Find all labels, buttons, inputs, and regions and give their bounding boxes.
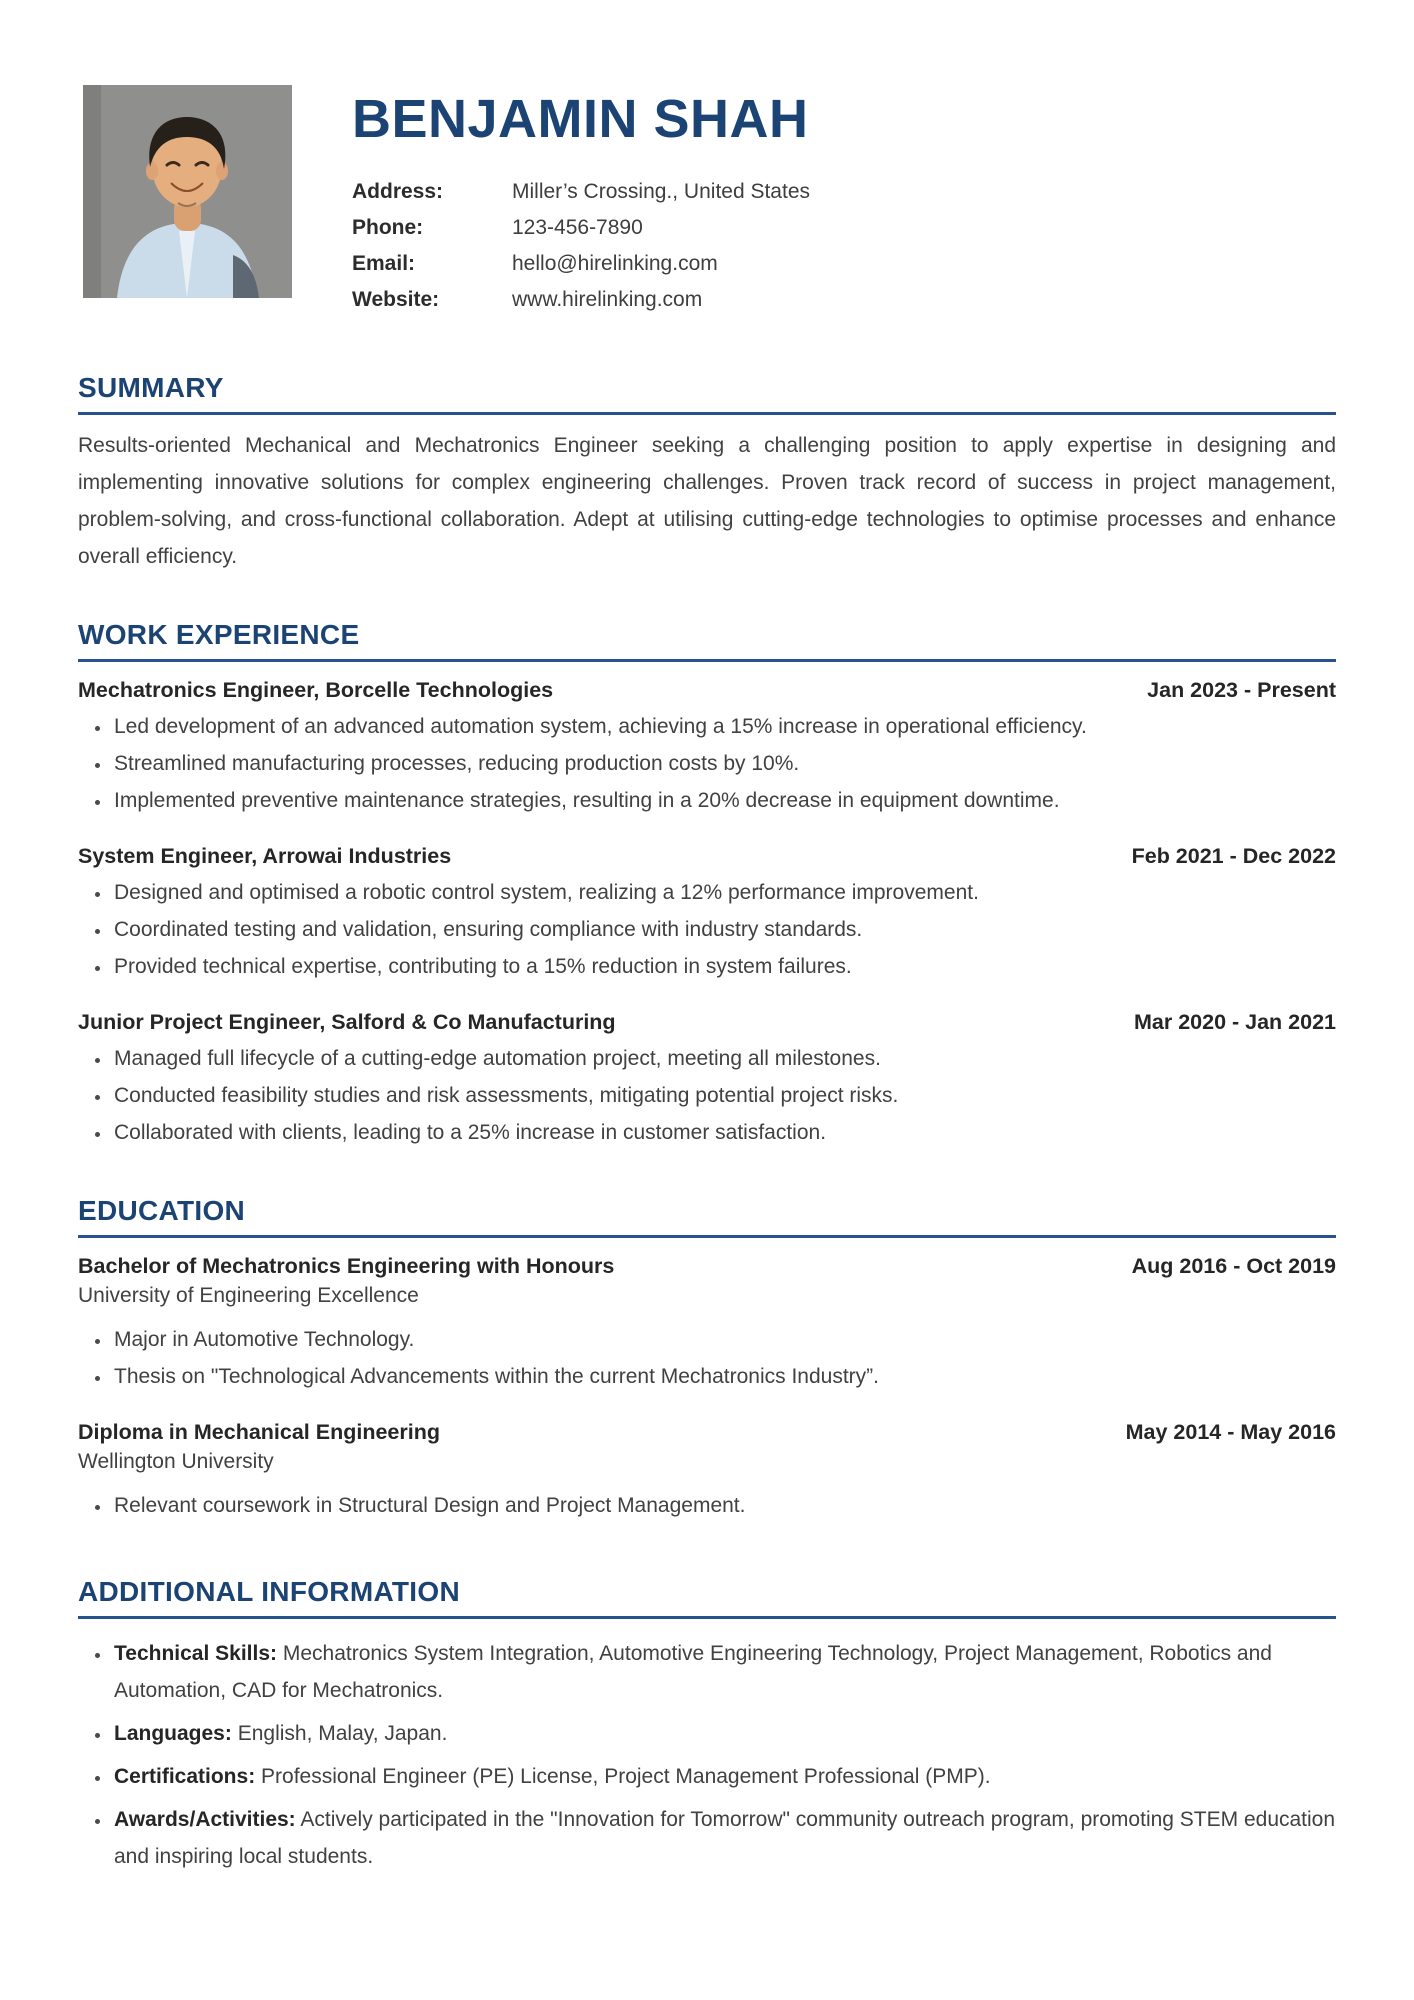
profile-photo — [83, 85, 292, 298]
info-text: Actively participated in the "Innovation for Tomorrow" community outreach program, promoting STEM education and inspiring local students. — [114, 1808, 1336, 1868]
email-value: hello@hirelinking.com — [512, 252, 718, 275]
email-label: Email: — [352, 252, 416, 275]
info-label: Awards/Activities: — [114, 1808, 296, 1831]
header — [78, 0, 1336, 318]
job-dates: Feb 2021 - Dec 2022 — [1131, 844, 1336, 868]
job-entry — [78, 1011, 1336, 1151]
profile-photo-illustration — [83, 85, 292, 298]
job-bullets — [78, 1040, 1336, 1151]
info-item-awards-activities — [112, 1801, 1336, 1875]
section-education — [78, 1197, 1336, 1524]
address-value: Miller’s Crossing., United States — [512, 180, 810, 203]
job-entry — [78, 679, 1336, 819]
education-entry — [78, 1421, 1336, 1524]
bullet-item: • Relevant coursework in Structural Design and Project Management. — [112, 1487, 1336, 1524]
school-name: Wellington University — [78, 1450, 274, 1473]
additional-list — [78, 1635, 1336, 1875]
info-item-technical-skills — [112, 1635, 1336, 1709]
education-dates: Aug 2016 - Oct 2019 — [1131, 1254, 1336, 1278]
job-header — [78, 845, 1336, 867]
info-item-languages — [112, 1715, 1336, 1752]
section-rule — [78, 412, 1336, 415]
person-name: BENJAMIN SHAH — [352, 89, 809, 149]
info-label: Certifications: — [114, 1765, 256, 1788]
bullet-item: • Conducted feasibility studies and risk assessments, mitigating potential project risks. — [112, 1077, 1336, 1114]
summary-title: SUMMARY — [78, 372, 224, 403]
phone-label: Phone: — [352, 216, 424, 239]
degree-title: Bachelor of Mechatronics Engineering with Honours — [78, 1254, 615, 1278]
job-role: System Engineer, Arrowai Industries — [78, 844, 452, 868]
job-entry — [78, 845, 1336, 985]
section-rule — [78, 659, 1336, 662]
bullet-item: • Implemented preventive maintenance strategies, resulting in a 20% decrease in equipment downtime. — [112, 782, 1336, 819]
section-work-experience — [78, 621, 1336, 1151]
bullet-item: • Designed and optimised a robotic control system, realizing a 12% performance improvement. — [112, 874, 1336, 911]
job-header — [78, 679, 1336, 701]
section-rule — [78, 1235, 1336, 1238]
bullet-item: • Provided technical expertise, contributing to a 15% reduction in system failures. — [112, 948, 1336, 985]
work-title: WORK EXPERIENCE — [78, 619, 360, 650]
info-label: Languages: — [114, 1722, 232, 1745]
job-dates: Mar 2020 - Jan 2021 — [1134, 1010, 1336, 1034]
address-label: Address: — [352, 180, 444, 203]
bullet-item: • Led development of an advanced automation system, achieving a 15% increase in operational efficiency. — [112, 708, 1336, 745]
contact-row-address — [352, 174, 810, 210]
header-text — [352, 85, 810, 318]
additional-title: ADDITIONAL INFORMATION — [78, 1576, 460, 1607]
job-header — [78, 1011, 1336, 1033]
job-bullets — [78, 874, 1336, 985]
contact-row-phone — [352, 210, 810, 246]
bullet-item: • Collaborated with clients, leading to a 25% increase in customer satisfaction. — [112, 1114, 1336, 1151]
degree-title: Diploma in Mechanical Engineering — [78, 1420, 440, 1444]
contact-row-email — [352, 246, 810, 282]
summary-text: Results-oriented Mechanical and Mechatronics Engineer seeking a challenging position to apply expertise in designing and implementing innovative solutions for complex engineering challenges. Proven track record of success in project management, problem-solving, and cross-functional collaboration. Adept at utilising cutting-edge technologies to optimise processes and enhance overall efficiency. — [78, 434, 1336, 568]
phone-value: 123-456-7890 — [512, 216, 643, 239]
info-label: Technical Skills: — [114, 1642, 278, 1665]
bullet-item: • Streamlined manufacturing processes, reducing production costs by 10%. — [112, 745, 1336, 782]
info-text: English, Malay, Japan. — [237, 1722, 448, 1745]
education-entry — [78, 1255, 1336, 1395]
bullet-item: • Managed full lifecycle of a cutting-edge automation project, meeting all milestones. — [112, 1040, 1336, 1077]
section-additional-information — [78, 1578, 1336, 1875]
education-bullets — [78, 1321, 1336, 1395]
contact-row-website — [352, 282, 810, 318]
education-bullets — [78, 1487, 1336, 1524]
job-bullets — [78, 708, 1336, 819]
website-label: Website: — [352, 288, 440, 311]
section-rule — [78, 1616, 1336, 1619]
contact-block — [352, 174, 810, 318]
bullet-item: • Major in Automotive Technology. — [112, 1321, 1336, 1358]
school-name: University of Engineering Excellence — [78, 1284, 419, 1307]
education-header — [78, 1421, 1336, 1443]
education-dates: May 2014 - May 2016 — [1125, 1420, 1336, 1444]
job-dates: Jan 2023 - Present — [1147, 678, 1336, 702]
info-text: Mechatronics System Integration, Automotive Engineering Technology, Project Management, Robotics and Automation, CAD for Mechatronics. — [114, 1642, 1272, 1702]
job-role: Mechatronics Engineer, Borcelle Technologies — [78, 678, 554, 702]
education-header — [78, 1255, 1336, 1277]
bullet-item: • Thesis on "Technological Advancements within the current Mechatronics Industry”. — [112, 1358, 1336, 1395]
section-summary — [78, 374, 1336, 575]
info-text: Professional Engineer (PE) License, Project Management Professional (PMP). — [261, 1765, 991, 1788]
education-title: EDUCATION — [78, 1195, 246, 1226]
job-role: Junior Project Engineer, Salford & Co Manufacturing — [78, 1010, 616, 1034]
info-item-certifications — [112, 1758, 1336, 1795]
website-value: www.hirelinking.com — [512, 288, 703, 311]
bullet-item: • Coordinated testing and validation, ensuring compliance with industry standards. — [112, 911, 1336, 948]
